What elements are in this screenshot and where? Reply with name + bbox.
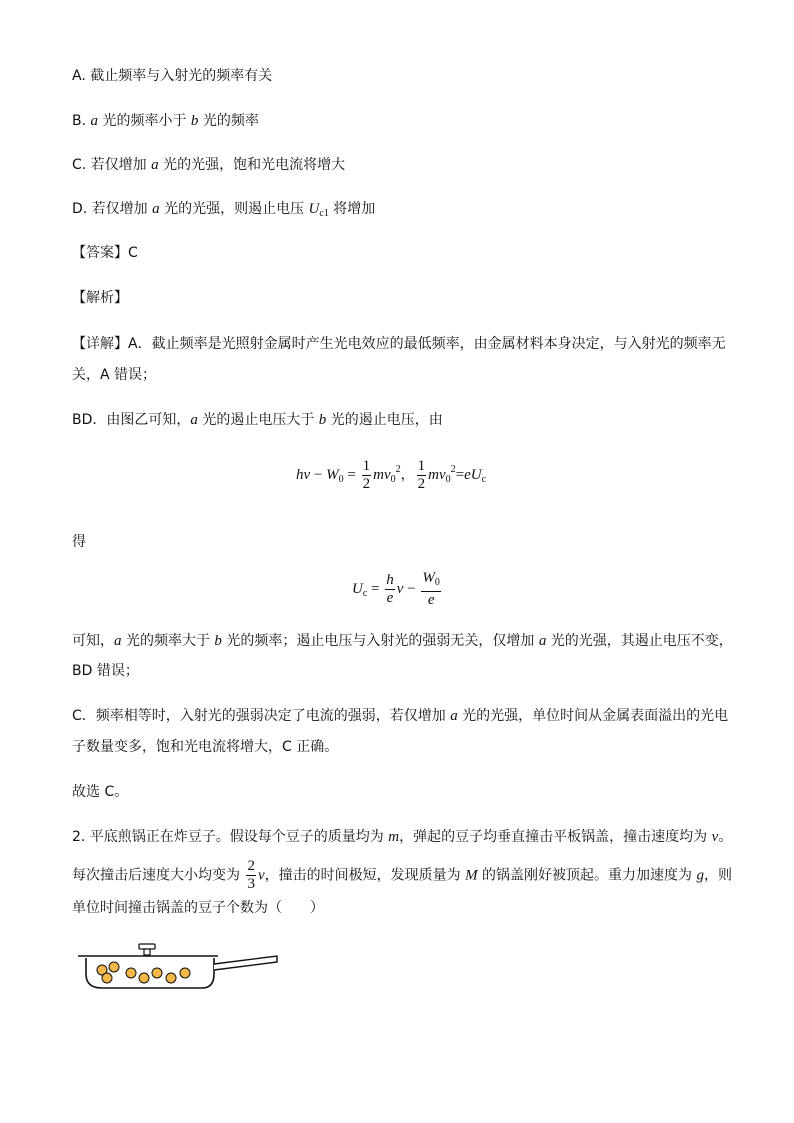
denominator: 2 [417, 476, 426, 492]
question2-line-1 [72, 827, 732, 847]
detail-line-2 [72, 365, 156, 385]
denominator: 3 [247, 876, 255, 892]
detail-text-1: 【详解】A．截止频率是光照射金属时产生光电效应的最低频率，由金属材料本身决定，与入射光的频率无 [72, 336, 726, 352]
conclusion-c-line-2 [72, 737, 338, 757]
analysis-label-text: 【解析】 [72, 290, 128, 306]
option-b-suffix: 光的频率 [198, 113, 259, 129]
subscript-c: c [481, 473, 487, 485]
equation-photoelectric [296, 458, 486, 493]
conclusion-c-suffix: 光的光强，单位时间从金属表面溢出的光电 [457, 708, 729, 724]
var-v: v [257, 867, 265, 884]
option-d-suffix: 将增加 [328, 201, 376, 217]
fraction-w0-over-e [421, 570, 441, 609]
q2-l2-mid2: 的锅盖刚好被顶起。重力加速度为 [477, 867, 697, 884]
equals-sign: = [455, 466, 465, 483]
subscript-0: 0 [445, 473, 451, 485]
var-a: a [151, 157, 159, 173]
denominator: e [427, 592, 435, 608]
de-line [72, 532, 86, 552]
q2-end: 。 [718, 829, 733, 845]
var-g: g [696, 867, 704, 884]
question2-line-3 [72, 898, 324, 918]
var-u: U [308, 201, 320, 217]
var-b: b [318, 412, 327, 428]
var-h: h [296, 466, 304, 483]
var-nu: ν [396, 580, 404, 597]
fraction-one-half [417, 458, 427, 493]
equals-sign: = [367, 580, 384, 597]
numerator [421, 570, 441, 592]
detail-bd-mid: 光的遏止电压大于 [197, 412, 319, 428]
subscript-0: 0 [390, 473, 396, 485]
option-a [72, 66, 272, 86]
choose-line [72, 782, 128, 802]
conclusion-mid-2: 光的频率；遏止电压与入射光的强弱无关，仅增加 [221, 633, 539, 649]
conclusion-mid-1: 光的频率大于 [121, 633, 215, 649]
q2-mid: ，弹起的豆子均垂直撞击平板锅盖，撞击速度均为 [399, 829, 712, 845]
var-mv: mv [373, 466, 391, 483]
equation-stopping-voltage [352, 570, 443, 609]
answer-label: 【答案】 [72, 245, 128, 261]
q2-l2-end: ，则 [703, 867, 732, 884]
var-a: a [90, 113, 99, 129]
numerator: h [386, 572, 394, 588]
var-nu: ν [303, 466, 311, 483]
var-a: a [114, 633, 122, 649]
denominator: 2 [362, 476, 371, 492]
detail-text-2: 关，A 错误； [72, 367, 157, 383]
minus-sign: − [403, 580, 420, 597]
detail-bd-suffix: 光的遏止电压，由 [326, 412, 443, 428]
minus-sign: − [310, 466, 327, 483]
var-eu: eU [464, 466, 482, 483]
var-a: a [152, 201, 160, 217]
superscript-2: 2 [395, 463, 401, 475]
de-text: 得 [72, 534, 86, 550]
analysis-label [72, 288, 128, 308]
var-w: W [326, 466, 339, 483]
superscript-2: 2 [450, 463, 456, 475]
var-big-m: M [465, 867, 478, 884]
conclusion-prefix: 可知， [72, 633, 114, 649]
var-mv: mv [428, 466, 446, 483]
option-c-suffix: 光的光强，饱和光电流将增大 [158, 157, 346, 173]
equals-sign: = [343, 466, 360, 483]
separator: ， [400, 466, 415, 483]
numerator: 1 [417, 458, 426, 474]
numerator: 2 [247, 858, 255, 874]
subscript-0: 0 [338, 473, 344, 485]
q2-prefix: 2. 平底煎锅正在炸豆子。假设每个豆子的质量均为 [72, 829, 389, 845]
var-u: U [352, 580, 363, 597]
numerator: 1 [362, 458, 371, 474]
choose-text: 故选 C。 [72, 784, 129, 800]
option-d-prefix: D. 若仅增加 [72, 201, 153, 217]
answer-value: C [128, 245, 138, 261]
fraction-one-half [362, 458, 372, 493]
option-c [72, 155, 345, 175]
q2-l2-mid: ，撞击的时间极短，发现质量为 [264, 867, 466, 884]
var-a: a [538, 633, 547, 649]
var-u-subscript: c1 [319, 208, 329, 219]
q2-l3-text: 单位时间撞击锅盖的豆子个数为（ ） [72, 900, 324, 916]
option-a-text: A. 截止频率与入射光的频率有关 [72, 68, 273, 84]
conclusion-text-2: BD 错误； [72, 663, 139, 679]
conclusion-line-2 [72, 661, 139, 681]
option-b-mid: 光的频率小于 [98, 113, 191, 129]
var-b: b [190, 113, 199, 129]
conclusion-line-1 [72, 631, 733, 651]
var-v: v [711, 829, 719, 845]
question2-line-2 [72, 858, 732, 893]
var-m: m [388, 829, 400, 845]
option-c-prefix: C. 若仅增加 [72, 157, 152, 173]
conclusion-c-prefix: C．频率相等时，入射光的强弱决定了电流的强弱，若仅增加 [72, 708, 451, 724]
answer-line [72, 243, 138, 263]
subscript-c: c [362, 587, 368, 599]
var-a: a [450, 708, 458, 724]
detail-bd-prefix: BD．由图乙可知， [72, 412, 191, 428]
detail-line-1 [72, 334, 726, 354]
conclusion-c-line-1 [72, 706, 728, 726]
detail-bd-line [72, 410, 443, 430]
frying-pan-with-beans-icon [74, 940, 284, 996]
option-b-prefix: B. [72, 113, 91, 129]
var-a: a [190, 412, 198, 428]
fraction-two-thirds [246, 858, 256, 893]
option-b [72, 111, 259, 131]
option-d [72, 199, 375, 224]
var-b: b [214, 633, 222, 649]
denominator: e [386, 590, 394, 606]
subscript-0: 0 [434, 577, 440, 588]
option-d-mid: 光的光强，则遏止电压 [159, 201, 309, 217]
var-w: W [422, 570, 435, 586]
q2-l2-prefix: 每次撞击后速度大小均变为 [72, 867, 245, 884]
conclusion-suffix: 光的光强，其遏止电压不变， [546, 633, 733, 649]
figure-frying-pan [74, 940, 284, 996]
conclusion-c-text-2: 子数量变多，饱和光电流将增大，C 正确。 [72, 739, 339, 755]
fraction-h-over-e [385, 572, 395, 607]
